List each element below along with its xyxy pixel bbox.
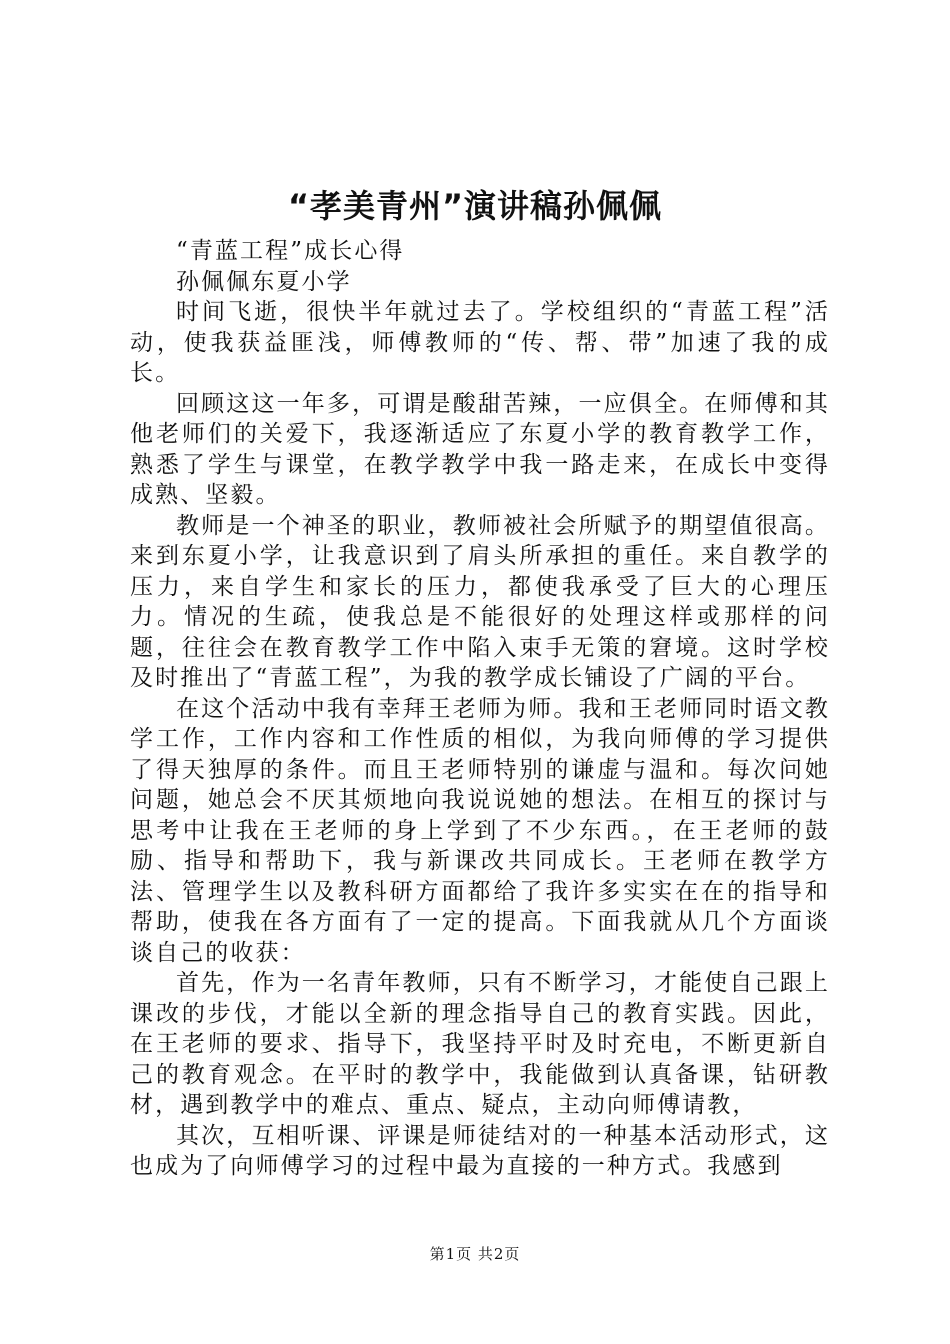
document-body [130,236,830,1182]
paragraph-5: 首先，作为一名青年教师，只有不断学习，才能使自己跟上课改的步伐，才能以全新的理念指导自己的教育实践。因此，在王老师的要求、指导下，我坚持平时及时充电，不断更新自己的教育观念。在平时的教学中，我能做到认真备课，钻研教材，遇到教学中的难点、重点、疑点，主动向师傅请教， [130,970,830,1118]
paragraph-author: 孙佩佩东夏小学 [176,268,352,295]
page-footer: 第1页 共2页 [429,1245,521,1263]
paragraph-2: 回顾这这一年多，可谓是酸甜苦辣，一应俱全。在师傅和其他老师们的关爱下，我逐渐适应了东夏小学的教育教学工作，熟悉了学生与课堂，在教学教学中我一路走来，在成长中变得成熟、坚毅。 [130,390,830,508]
paragraph-1: 时间飞逝，很快半年就过去了。学校组织的“青蓝工程”活动，使我获益匪浅，师傅教师的“传、帮、带”加速了我的成长。 [130,299,830,386]
paragraph-subtitle: “青蓝工程”成长心得 [176,238,405,264]
paragraph-3: 教师是一个神圣的职业，教师被社会所赋予的期望值很高。来到东夏小学，让我意识到了肩头所承担的重任。来自教学的压力，来自学生和家长的压力，都使我承受了巨大的心理压力。情况的生疏，使我总是不能很好的处理这样或那样的问题，往往会在教育教学工作中陷入束手无策的窘境。这时学校及时推出了“青蓝工程”，为我的教学成长铺设了广阔的平台。 [130,512,830,691]
document-title: “孝美青州”演讲稿孙佩佩 [287,187,663,225]
paragraph-4: 在这个活动中我有幸拜王老师为师。我和王老师同时语文教学工作，工作内容和工作性质的相似，为我向师傅的学习提供了得天独厚的条件。而且王老师特别的谦虚与温和。每次问她问题，她总会不厌其烦地向我说说她的想法。在相互的探讨与思考中让我在王老师的身上学到了不少东西。，在王老师的鼓励、指导和帮助下，我与新课改共同成长。王老师在教学方法、管理学生以及教科研方面都给了我许多实实在在的指导和帮助，使我在各方面有了一定的提高。下面我就从几个方面谈谈自己的收获： [130,695,830,966]
paragraph-6: 其次，互相听课、评课是师徒结对的一种基本活动形式，这也成为了向师傅学习的过程中最为直接的一种方式。我感到 [130,1122,830,1179]
